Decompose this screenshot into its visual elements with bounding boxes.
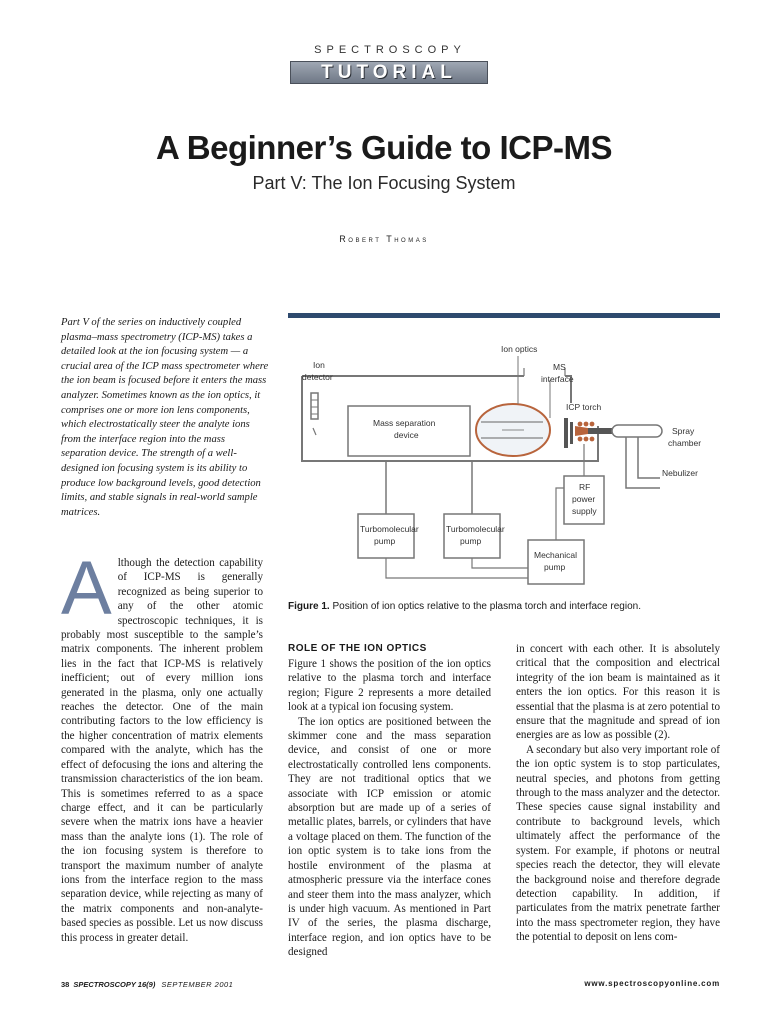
magazine-issue: SPECTROSCOPY 16(9): [73, 980, 156, 989]
label-ion-detector-1: Ion: [313, 360, 325, 370]
label-ion-detector-2: detector: [302, 372, 333, 382]
body-paragraph: in concert with each other. It is absolutely critical that the composition and electrical integrity of the ion beam is maintained as it enters the ion optics. For this reason it is essential that the plasma is at zero potential to ensure that the magnitude and spread of ion energies are as low as possible (2).: [516, 643, 720, 742]
label-turbo2-2: pump: [460, 536, 482, 546]
label-ion-optics: Ion optics: [501, 344, 538, 354]
drop-cap: A: [61, 546, 112, 631]
magazine-kicker: SPECTROSCOPY: [314, 44, 466, 56]
label-mechanical-1: Mechanical: [534, 550, 577, 560]
issue-date: SEPTEMBER 2001: [161, 980, 234, 989]
section-heading: ROLE OF THE ION OPTICS: [288, 643, 427, 654]
label-turbo1-1: Turbomolecular: [360, 524, 419, 534]
label-ms-interface-2: interface: [541, 374, 574, 384]
body-paragraph: [61, 546, 263, 945]
label-mass-separation-2: device: [394, 430, 419, 440]
label-spray-2: chamber: [668, 438, 702, 448]
body-paragraph: Figure 1 shows the position of the ion optics relative to the plasma torch and interface region; Figure 2 represents a more detailed look at a typical ion focusing system.: [288, 658, 491, 714]
body-column-2: [288, 642, 491, 960]
body-column-3: [516, 642, 720, 945]
label-mechanical-2: pump: [544, 562, 566, 572]
label-spray-1: Spray: [672, 426, 695, 436]
page-number: 38: [61, 980, 70, 989]
article-subtitle: Part V: The Ion Focusing System: [252, 173, 516, 193]
label-ms-interface-1: MS: [553, 362, 566, 372]
article-title: A Beginner’s Guide to ICP-MS: [156, 129, 612, 166]
figure-1: [288, 313, 720, 595]
label-turbo2-1: Turbomolecular: [446, 524, 505, 534]
label-rf-1: RF: [579, 482, 591, 492]
label-mass-separation-1: Mass separation: [373, 418, 436, 428]
page-footer-left: [61, 980, 233, 989]
tutorial-banner: [290, 61, 488, 84]
label-nebulizer: Nebulizer: [662, 468, 698, 478]
label-icp-torch: ICP torch: [566, 402, 602, 412]
label-turbo1-2: pump: [374, 536, 396, 546]
figure-caption-text: Position of ion optics relative to the plasma torch and interface region.: [329, 601, 641, 612]
label-rf-2: power: [572, 494, 596, 504]
website-url[interactable]: www.spectroscopyonline.com: [584, 979, 720, 988]
figure-caption: [288, 601, 728, 612]
abstract: Part V of the series on inductively coupled plasma–mass spectrometry (ICP-MS) takes a detailed look at the ion focusing system — a crucial area of the ICP mass spectrometer where the ion beam is focused before it enters the mass analyzer. Sometimes known as the ion optics, it comprises one or more ion lens components, which electrostatically steer the analyte ions from the interface region into the mass separation device. The strength of a well-designed ion focusing system is its ability to produce low background levels, good detection limits, and stable signals in real-world sample matrices.: [61, 317, 269, 518]
tutorial-banner-label: TUTORIAL: [321, 61, 457, 83]
figure-caption-label: Figure 1.: [288, 601, 330, 612]
body-column-1: [61, 546, 263, 945]
label-rf-3: supply: [572, 506, 597, 516]
body-paragraph: A secondary but also very important role of the ion optic system is to stop particulates, neutral species, and photons from getting through to the mass analyzer and the detector. These species cause signal instability and contribute to background levels, which ultimately affect the performance of the system. For example, if photons or neutral species reach the detector, they will elevate the background noise and therefore degrade detection capability. In addition, if particulates from the matrix penetrate farther into the mass spectrometer region, they have the potential to deposit on lens com-: [516, 743, 720, 944]
body-paragraph: The ion optics are positioned between the skimmer cone and the mass separation device, and consist of one or more electrostatically controlled lens components. They are not traditional optics that we associate with ICP emission or atomic absorption but are made up of a series of metallic plates, barrels, or cylinders that have a voltage placed on them. The function of the ion optic system is to take ions from the hostile environment of the plasma at atmospheric pressure via the interface cones and steer them into the mass analyzer, which is under high vacuum. As mentioned in Part IV of the series, the plasma discharge, interface region, and ion optics have to be designed: [288, 715, 491, 959]
body-paragraph-text: lthough the detection capability of ICP-MS is generally recognized as being superior to any of the other atomic spectroscopic techniques, it is probably most susceptible to the sample’s matrix components. The inherent problem lies in the fact that ICP-MS is relatively inefficient; out of every million ions generated in the plasma, only one actually reaches the detector. One of the main contributing factors to the low efficiency is the higher concentration of matrix elements compared with the analyte, which has the effect of defocusing the ions and altering the transmission characteristics of the ion beam. This is sometimes referred to as a space charge effect, and it can be particularly severe when the matrix ions have a heavier mass than the analyte ions (1). The role of the ion focusing system is therefore to transport the maximum number of analyte ions from the interface region to the mass separation device, while rejecting as many of the matrix components and non-analyte-based species as possible. Let us now discuss this process in greater detail.: [61, 557, 263, 944]
icp-ms-schematic: [288, 318, 720, 595]
author-byline: Robert Thomas: [339, 234, 429, 244]
